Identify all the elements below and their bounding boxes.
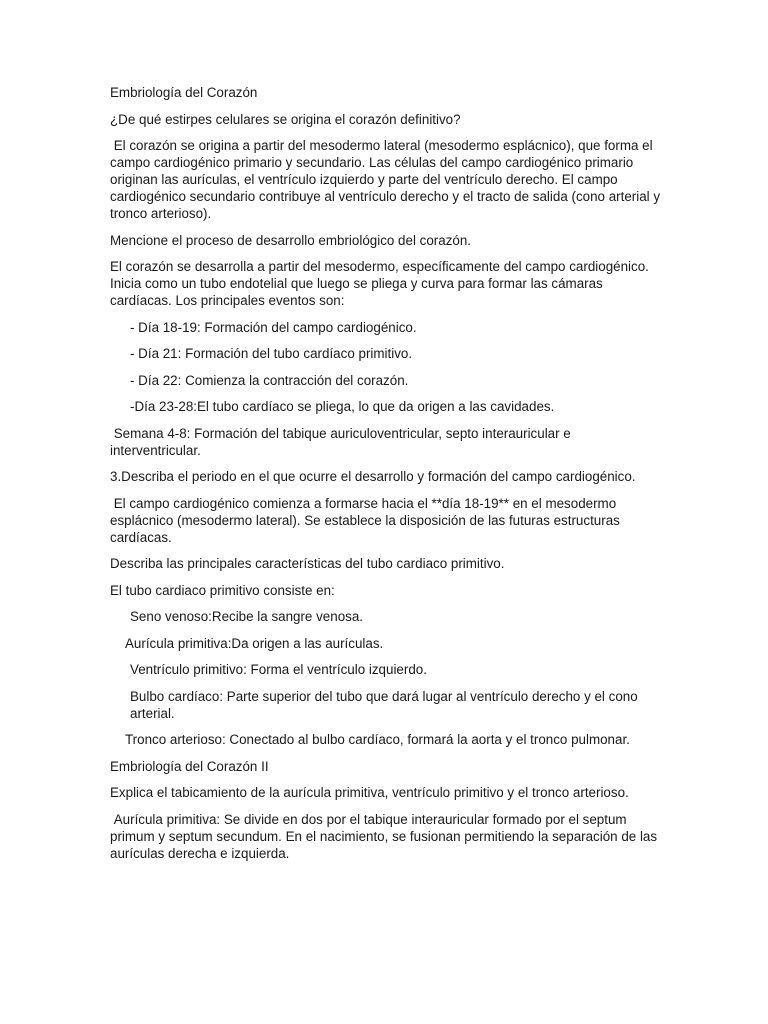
question-paragraph: Mencione el proceso de desarrollo embriológico del corazón. <box>110 232 472 248</box>
list-item: Seno venoso:Recibe la sangre venosa. <box>130 609 364 624</box>
question-paragraph: Explica el tabicamiento de la aurícula primitiva, ventrículo primitivo y el tronco arterioso. <box>110 785 629 800</box>
list-item: Tronco arterioso: Conectado al bulbo cardíaco, formará la aorta y el tronco pulmonar. <box>125 732 630 747</box>
list-item: Ventrículo primitivo: Forma el ventrículo izquierdo. <box>130 662 427 677</box>
answer-paragraph: Semana 4-8: Formación del tabique auriculoventricular, septo interauricular e interventricular. <box>110 425 575 458</box>
list-item: -Día 23-28:El tubo cardíaco se pliega, lo que da origen a las cavidades. <box>130 399 555 414</box>
list-item: Aurícula primitiva:Da origen a las aurículas. <box>125 635 384 651</box>
question-paragraph: ¿De qué estirpes celulares se origina el corazón definitivo? <box>110 111 461 127</box>
list-item: - Día 18-19: Formación del campo cardiogénico. <box>130 319 417 335</box>
answer-paragraph: El tubo cardiaco primitivo consiste en: <box>110 582 335 598</box>
question-paragraph: 3.Describa el periodo en el que ocurre el desarrollo y formación del campo cardiogénico. <box>110 469 636 484</box>
question-paragraph: Describa las principales características del tubo cardiaco primitivo. <box>110 556 505 571</box>
list-item: - Día 22: Comienza la contracción del corazón. <box>130 372 409 388</box>
document-title: Embriología del Corazón <box>110 85 258 100</box>
list-item: - Día 21: Formación del tubo cardíaco primitivo. <box>130 346 413 361</box>
answer-paragraph: El corazón se origina a partir del mesodermo lateral (mesodermo esplácnico), que forma el campo cardiogénico primario y secundario. Las células del campo cardiogénico primario originan las aurículas, el ventrículo izquierdo y parte del ventrículo derecho. El campo cardiogénico secundario contribuye al ventrículo derecho y el tracto de salida (cono arterial y tronco arterioso). <box>110 138 664 221</box>
answer-paragraph: Aurícula primitiva: Se divide en dos por el tabique interauricular formado por el septum primum y septum secundum. En el nacimiento, se fusionan permitiendo la separación de las aurículas derecha e izquierda. <box>110 811 661 861</box>
answer-paragraph: El corazón se desarrolla a partir del mesodermo, específicamente del campo cardiogénico. Inicia como un tubo endotelial que luego se pliega y curva para formar las cámaras cardíacas. Los principales eventos son: <box>110 259 653 308</box>
answer-paragraph: El campo cardiogénico comienza a formarse hacia el **día 18-19** en el mesodermo esplácnico (mesodermo lateral). Se establece la disposición de las futuras estructuras cardíacas. <box>110 495 624 545</box>
section-title: Embriología del Corazón II <box>110 758 269 774</box>
list-item: Bulbo cardíaco: Parte superior del tubo que dará lugar al ventrículo derecho y el cono arterial. <box>130 688 642 721</box>
document-body <box>110 84 665 871</box>
